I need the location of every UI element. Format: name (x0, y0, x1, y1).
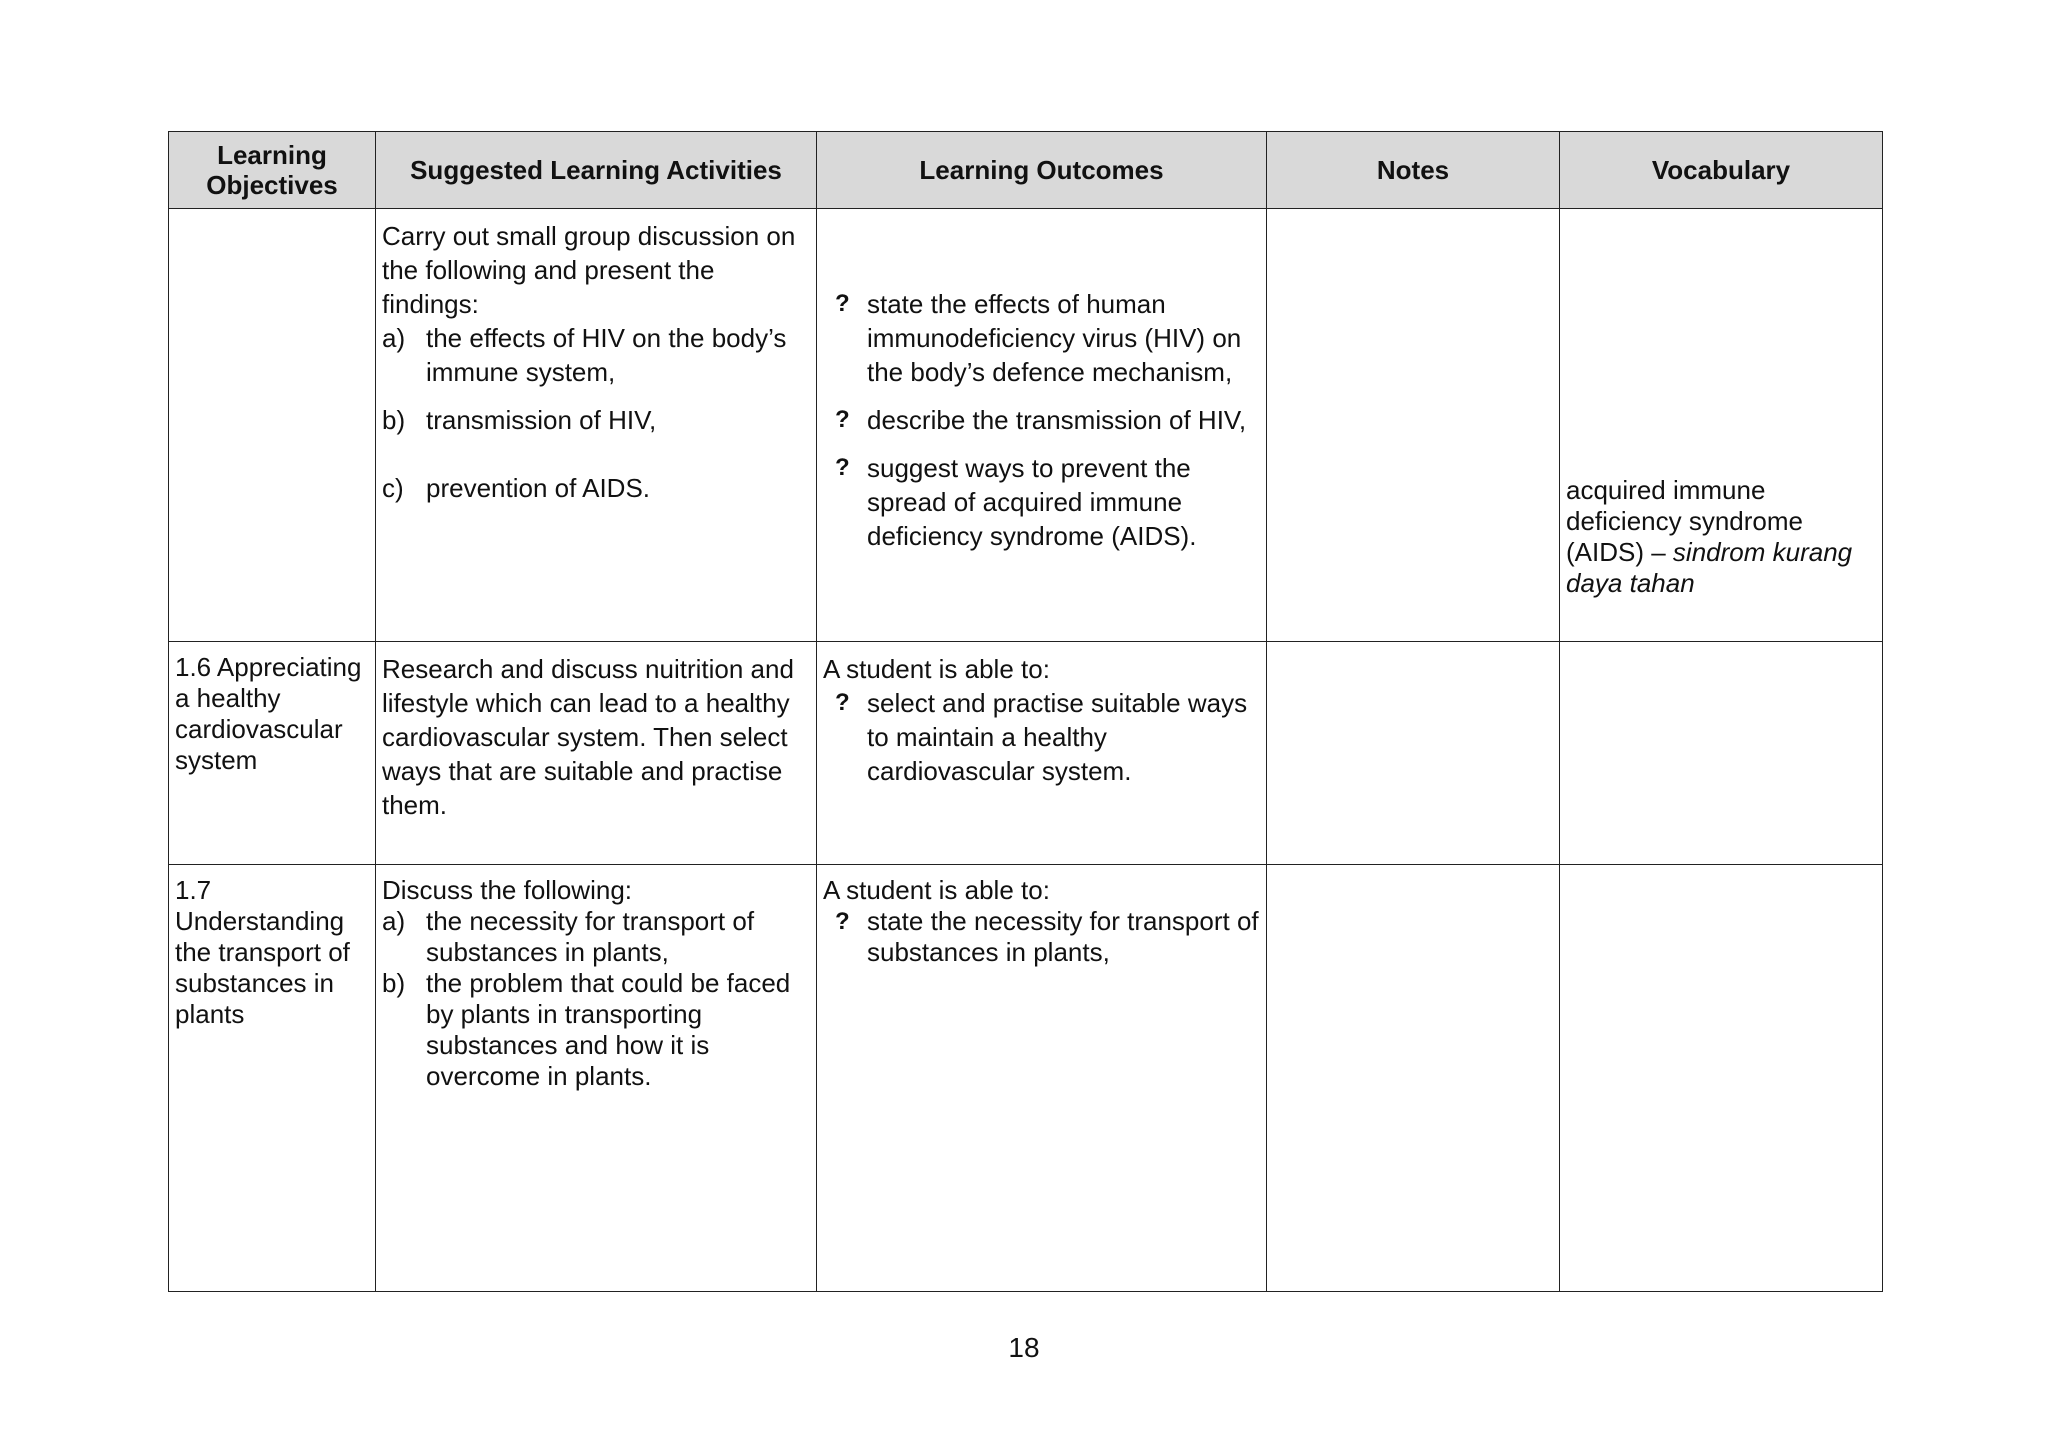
outcome-item (823, 906, 1260, 968)
activity-item (382, 403, 810, 437)
objective-cell (169, 865, 376, 1292)
item-text: prevention of AIDS. (426, 473, 651, 503)
syllabus-table (168, 131, 1883, 1292)
item-marker: b) (382, 405, 406, 435)
item-marker: b) (382, 968, 406, 998)
item-marker: a) (382, 323, 406, 353)
vocabulary-cell (1560, 642, 1883, 865)
outcomes-cell (817, 865, 1267, 1292)
header-learning-outcomes: Learning Outcomes (817, 132, 1267, 209)
outcome-text: suggest ways to prevent the spread of acquired immune deficiency syndrome (AIDS). (867, 453, 1197, 551)
objective-text: 1.7 Understanding the transport of substances in plants (175, 875, 350, 1029)
outcomes-intro: A student is able to: (823, 654, 1050, 684)
outcome-item (823, 451, 1260, 553)
activity-item (382, 471, 810, 505)
header-learning-objectives: Learning Objectives (169, 132, 376, 209)
page-number: 18 (1008, 1332, 1040, 1363)
bullet-icon: ? (835, 290, 850, 317)
bullet-icon: ? (835, 908, 850, 935)
activities-intro: Carry out small group discussion on the following and present the findings: (382, 221, 796, 319)
item-text: the problem that could be faced by plants in transporting substances and how it is overcome in plants. (426, 968, 791, 1091)
activity-item (382, 906, 810, 968)
outcome-item (823, 287, 1260, 389)
vocabulary-cell (1560, 865, 1883, 1292)
header-vocabulary: Vocabulary (1560, 132, 1883, 209)
notes-cell (1267, 209, 1560, 642)
header-suggested-activities: Suggested Learning Activities (376, 132, 817, 209)
table-row (169, 209, 1883, 642)
activity-item (382, 968, 810, 1092)
activities-intro: Research and discuss nuitrition and lifestyle which can lead to a healthy cardiovascular system. Then select ways that are suitable and practise them. (382, 654, 794, 820)
outcome-item (823, 686, 1260, 788)
outcomes-cell (817, 642, 1267, 865)
outcome-text: describe the transmission of HIV, (867, 405, 1247, 435)
activity-item (382, 321, 810, 389)
vocabulary-cell (1560, 209, 1883, 642)
activities-intro: Discuss the following: (382, 875, 632, 905)
item-text: the effects of HIV on the body’s immune system, (426, 323, 787, 387)
outcome-text: select and practise suitable ways to maintain a healthy cardiovascular system. (867, 688, 1248, 786)
outcome-text: state the necessity for transport of substances in plants, (867, 906, 1259, 967)
header-notes: Notes (1267, 132, 1560, 209)
table-row (169, 642, 1883, 865)
notes-cell (1267, 642, 1560, 865)
outcome-item (823, 403, 1260, 437)
bullet-icon: ? (835, 454, 850, 481)
vocabulary-term: acquired immune deficiency syndrome (AIDS) – (1566, 475, 1803, 567)
activities-cell (376, 865, 817, 1292)
vocabulary-translation: sindrom kurang daya tahan (1566, 537, 1853, 598)
table-header-row (169, 132, 1883, 209)
item-marker: a) (382, 906, 406, 936)
activities-cell (376, 209, 817, 642)
item-text: the necessity for transport of substances in plants, (426, 906, 755, 967)
notes-cell (1267, 865, 1560, 1292)
objective-cell (169, 642, 376, 865)
objective-cell (169, 209, 376, 642)
outcomes-intro: A student is able to: (823, 875, 1050, 905)
bullet-icon: ? (835, 406, 850, 433)
item-marker: c) (382, 473, 404, 503)
item-text: transmission of HIV, (426, 405, 657, 435)
outcome-text: state the effects of human immunodeficiency virus (HIV) on the body’s defence mechanism, (867, 289, 1242, 387)
activities-cell (376, 642, 817, 865)
table-row (169, 865, 1883, 1292)
outcomes-cell (817, 209, 1267, 642)
bullet-icon: ? (835, 689, 850, 716)
objective-text: 1.6 Appreciating a healthy cardiovascular system (175, 652, 362, 775)
